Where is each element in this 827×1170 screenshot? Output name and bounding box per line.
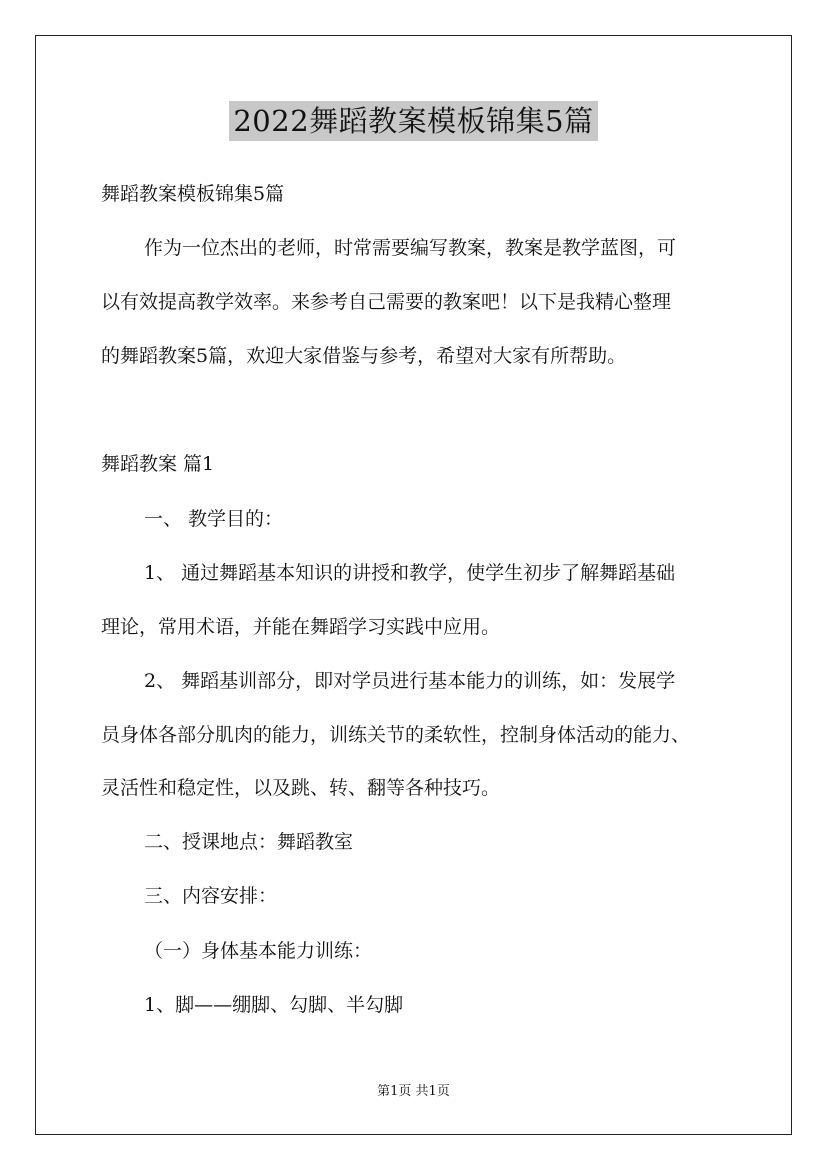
body-line-6: 灵活性和稳定性，以及跳、转、翻等各种技巧。 [101,777,501,799]
body-line-2: 1、 通过舞蹈基本知识的讲授和教学，使学生初步了解舞蹈基础 [144,562,676,584]
intro-line-2: 以有效提高教学效率。来参考自己需要的教案吧！以下是我精心整理 [101,291,672,313]
page-footer: 第1页 共1页 [377,1084,450,1099]
document-subtitle: 舞蹈教案模板锦集5篇 [101,183,285,205]
body-line-5: 员身体各部分肌肉的能力，训练关节的柔软性，控制身体活动的能力、 [101,724,691,746]
body-line-7: 二、授课地点：舞蹈教室 [144,831,354,853]
body-line-8: 三、内容安排： [144,885,278,907]
document-title: 2022舞蹈教案模板锦集5篇 [229,101,597,141]
intro-line-3: 的舞蹈教案5篇，欢迎大家借鉴与参考，希望对大家有所帮助。 [101,345,627,367]
intro-line-1: 作为一位杰出的老师，时常需要编写教案，教案是教学蓝图，可 [144,237,677,259]
title-container [0,101,827,141]
body-line-9: （一）身体基本能力训练： [144,940,373,962]
body-line-10: 1、脚——绷脚、勾脚、半勾脚 [144,994,404,1016]
body-line-1: 一、 教学目的： [144,508,284,530]
body-line-4: 2、 舞蹈基训部分，即对学员进行基本能力的训练，如：发展学 [144,670,676,692]
section-heading: 舞蹈教案 篇1 [101,453,215,475]
body-line-3: 理论，常用术语，并能在舞蹈学习实践中应用。 [101,616,501,638]
